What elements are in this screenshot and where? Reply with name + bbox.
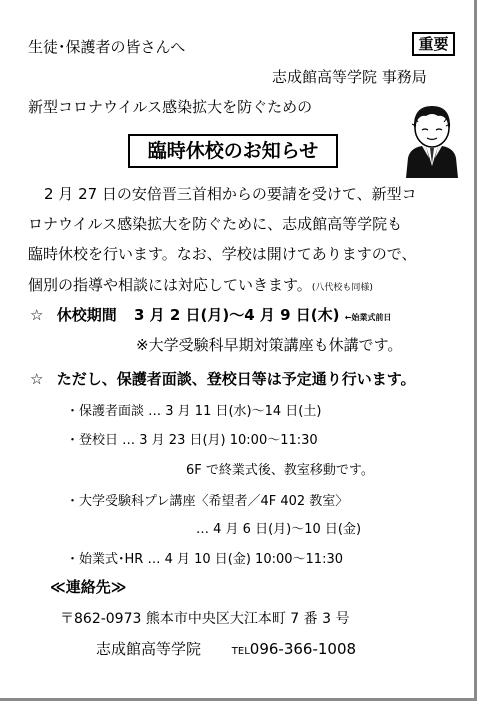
schedule-pre-course-dates: … 4 月 6 日(月)～10 日(金) [196, 522, 362, 537]
contact-line [96, 638, 356, 659]
schedule-school-day: ・登校日 … 3 月 23 日(月) 10:00～11:30 [66, 433, 318, 448]
subtitle: 新型コロナウイルス感染拡大を防ぐための [28, 98, 313, 116]
contact-address: 〒862-0973 熊本市中央区大江本町 7 番 3 号 [60, 611, 350, 627]
contact-school: 志成館高等学院 [96, 640, 202, 658]
bowing-man-illustration [400, 100, 464, 178]
closure-dates: 3 月 2 日(月)～4 月 9 日(木) [133, 306, 340, 324]
tel-number: 096-366-1008 [249, 640, 357, 658]
however-text: ただし、保護者面談、登校日等は予定通り行います。 [56, 370, 416, 388]
closure-arrow-note: ←始業式前日 [344, 313, 392, 322]
body-line-3: 臨時休校を行います。なお、学校は開けてありますので、 [28, 245, 417, 263]
sender: 志成館高等学院 事務局 [272, 68, 427, 86]
closure-line [30, 304, 391, 325]
body-line-2: ロナウイルス感染拡大を防ぐために、志成館高等学院も [28, 215, 403, 233]
schedule-parent-meeting: ・保護者面談 … 3 月 11 日(水)～14 日(土) [66, 404, 322, 419]
schedule-opening-ceremony: ・始業式･HR … 4 月 10 日(金) 10:00～11:30 [66, 552, 343, 567]
schedule-pre-course: ・大学受験科プレ講座〈希望者／4F 402 教室〉 [66, 494, 349, 509]
notice-title: 臨時休校のお知らせ [128, 134, 338, 168]
however-line [30, 368, 416, 389]
body-line-4 [28, 274, 373, 295]
important-badge: 重要 [412, 32, 455, 56]
star-icon: ☆ [30, 306, 44, 324]
contact-heading: ≪連絡先≫ [50, 578, 127, 596]
tel-label: TEL [231, 646, 250, 657]
body-line-1: 2 月 27 日の安倍晋三首相からの要請を受けて、新型コ [44, 185, 417, 203]
closure-note: ※大学受験科早期対策講座も休講です。 [136, 336, 403, 354]
addressee: 生徒･保護者の皆さんへ [28, 38, 186, 56]
star-icon: ☆ [30, 370, 44, 388]
body-line-4-text: 個別の指導や相談には対応していきます。 [28, 276, 312, 294]
closure-label: 休校期間 [56, 306, 117, 324]
schedule-school-day-note: 6F で終業式後、教室移動です。 [186, 463, 374, 478]
yatsushiro-note: (八代校も同様) [311, 283, 373, 293]
